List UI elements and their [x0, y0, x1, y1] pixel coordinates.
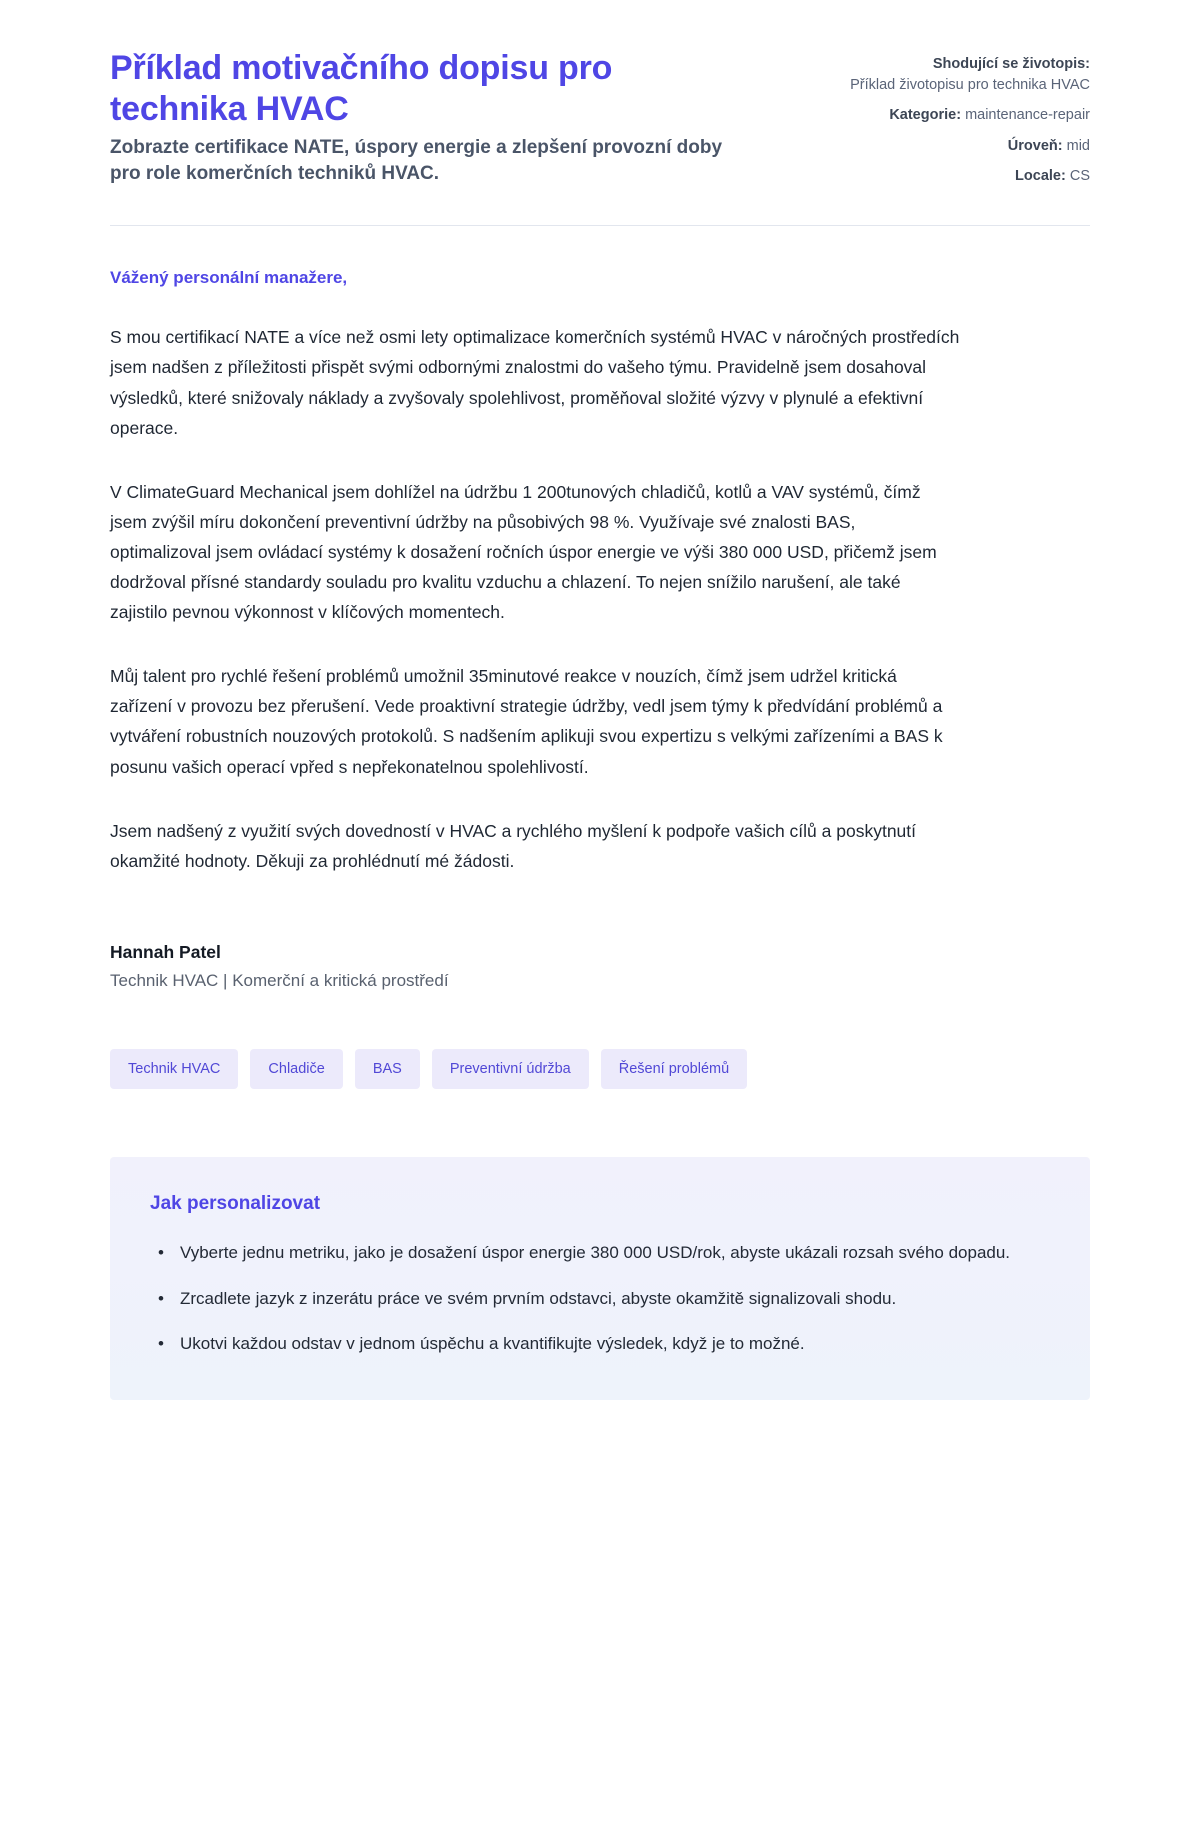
document-metadata — [850, 48, 1090, 187]
callout-list-item: • Ukotvi každou odstav v jednom úspěchu a kvantifikujte výsledek, když je to možné. — [176, 1330, 1050, 1358]
meta-locale-label: Locale: — [1015, 168, 1066, 185]
meta-category — [850, 105, 1090, 126]
meta-level — [850, 136, 1090, 157]
signature-name: Hannah Patel — [110, 941, 221, 962]
letter-salutation: Vážený personální manažere, — [110, 268, 348, 288]
tag-chip[interactable]: Technik HVAC — [110, 1049, 238, 1090]
meta-matching-resume-value[interactable]: Příklad životopisu pro technika HVAC — [850, 76, 1090, 93]
meta-matching-resume-label: Shodující se životopis: — [932, 56, 1090, 72]
meta-category-label: Kategorie: — [889, 107, 962, 124]
tag-chip[interactable]: Preventivní údržba — [432, 1049, 589, 1090]
callout-list-item: • Vyberte jednu metriku, jako je dosažení úspor energie 380 000 USD/rok, abyste ukázali rozsah svého dopadu. — [176, 1239, 1050, 1267]
header-title-group — [110, 48, 730, 187]
cover-letter-body — [110, 226, 1090, 1400]
page-subtitle: Zobrazte certifikace NATE, úspory energie a zlepšení provozní doby pro role komerčních techniků HVAC. — [110, 136, 723, 185]
tag-chip[interactable]: Řešení problémů — [601, 1049, 747, 1090]
document-header — [110, 48, 1090, 187]
meta-category-value: maintenance-repair — [965, 107, 1090, 124]
meta-locale-value: CS — [1069, 168, 1090, 185]
letter-paragraph: V ClimateGuard Mechanical jsem dohlížel na údržbu 1 200tunových chladičů, kotlů a VAV systémů, čímž jsem zvýšil míru dokončení preventivní údržby na působivých 98 %. Využívaje své znalosti BAS, optimalizoval jsem ovládací systémy k dosažení ročních úspor energie ve výši 380 000 USD, přičemž jsem dodržoval přísné standardy souladu pro kvalitu vzduchu a chlazení. To nejen snížilo narušení, ale také zajistilo pevnou výkonnost v klíčových momentech. — [110, 481, 937, 623]
signature-block — [110, 942, 1090, 991]
callout-list-item: • Zrcadlete jazyk z inzerátu práce ve svém prvním odstavci, abyste okamžitě signalizovali shodu. — [176, 1285, 1050, 1313]
page-title: Příklad motivačního dopisu pro technika HVAC — [110, 49, 613, 129]
callout-title: Jak personalizovat — [150, 1193, 321, 1215]
letter-paragraph: Jsem nadšený z využití svých dovedností v HVAC a rychlého myšlení k podpoře vašich cílů a poskytnutí okamžité hodnoty. Děkuji za prohlédnutí mé žádosti. — [110, 820, 917, 871]
tag-chip[interactable]: BAS — [355, 1049, 420, 1090]
meta-level-label: Úroveň: — [1007, 137, 1063, 154]
meta-level-value: mid — [1066, 137, 1090, 154]
letter-paragraph: S mou certifikací NATE a více než osmi lety optimalizace komerčních systémů HVAC v náročných prostředích jsem nadšen z příležitosti přispět svými odbornými znalostmi do vašeho týmu. Pravidelně jsem dosahoval výsledků, které snižovaly náklady a zvyšovaly spolehlivost, proměňoval složité výzvy v plynulé a efektivní operace. — [110, 327, 960, 438]
meta-locale — [850, 166, 1090, 187]
signature-role: Technik HVAC | Komerční a kritická prostředí — [110, 970, 449, 990]
callout-list — [150, 1239, 1050, 1358]
personalization-callout — [110, 1157, 1090, 1400]
tag-list — [110, 1049, 1090, 1090]
letter-paragraph: Můj talent pro rychlé řešení problémů umožnil 35minutové reakce v nouzích, čímž jsem udržel kritická zařízení v provozu bez přerušení. Vede proaktivní strategie údržby, vedl jsem týmy k předvídání problémů a vytváření robustních nouzových protokolů. S nadšením aplikuji svou expertizu s velkými zařízeními a BAS k posunu vašich operací vpřed s nepřekonatelnou spolehlivostí. — [110, 666, 943, 777]
tag-chip[interactable]: Chladiče — [250, 1049, 342, 1090]
meta-matching-resume — [850, 54, 1090, 95]
